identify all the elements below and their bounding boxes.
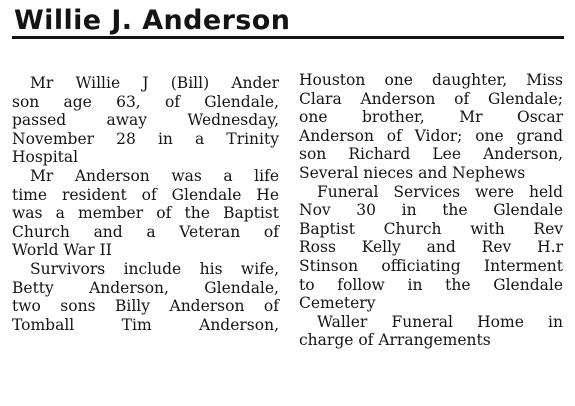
obituary-headline: Willie J. Anderson — [14, 5, 291, 36]
text-line: Cemetery — [299, 294, 376, 313]
text-line: Tomball Tim Anderson, — [12, 315, 279, 334]
text-line: one brother, Mr Oscar — [299, 108, 563, 127]
text-line: Waller Funeral Home in — [317, 312, 563, 331]
text-line: Baptist Church with Rev — [299, 219, 563, 238]
text-line: two sons Billy Anderson of — [12, 297, 279, 316]
text-line: Betty Anderson, Glendale, — [12, 278, 279, 297]
text-line: Houston one daughter, Miss — [299, 71, 563, 89]
text-line: Hospital — [12, 148, 79, 167]
text-line: son Richard Lee Anderson, — [299, 145, 563, 164]
text-line: son age 63, of Glendale, — [12, 92, 279, 111]
text-line: Clara Anderson of Glendale; — [299, 89, 563, 108]
text-line: November 28 in a Trinity — [12, 129, 279, 148]
headline-rule — [12, 36, 564, 39]
text-line: charge of Arrangements — [299, 331, 491, 350]
text-line: Mr Willie J (Bill) Ander — [30, 74, 279, 92]
text-line: Several nieces and Nephews — [299, 163, 526, 182]
text-line: Anderson of Vidor; one grand — [299, 126, 563, 145]
text-line: Ross Kelly and Rev H.r — [299, 238, 563, 257]
text-line: World War II — [12, 241, 112, 260]
text-line: Nov 30 in the Glendale — [299, 201, 563, 220]
text-line: Stinson officiating Interment — [299, 256, 563, 275]
text-line: was a member of the Baptist — [12, 204, 279, 223]
text-line: Church and a Veteran of — [12, 222, 279, 241]
text-line: passed away Wednesday, — [12, 111, 279, 130]
obituary-column-right — [299, 71, 563, 350]
text-line: to follow in the Glendale — [299, 275, 563, 294]
text-line: time resident of Glendale He — [12, 185, 279, 204]
text-line: Survivors include his wife, — [30, 259, 279, 278]
text-line: Funeral Services were held — [317, 182, 563, 201]
obituary-column-left — [12, 74, 279, 334]
text-line: Mr Anderson was a life — [30, 166, 279, 185]
